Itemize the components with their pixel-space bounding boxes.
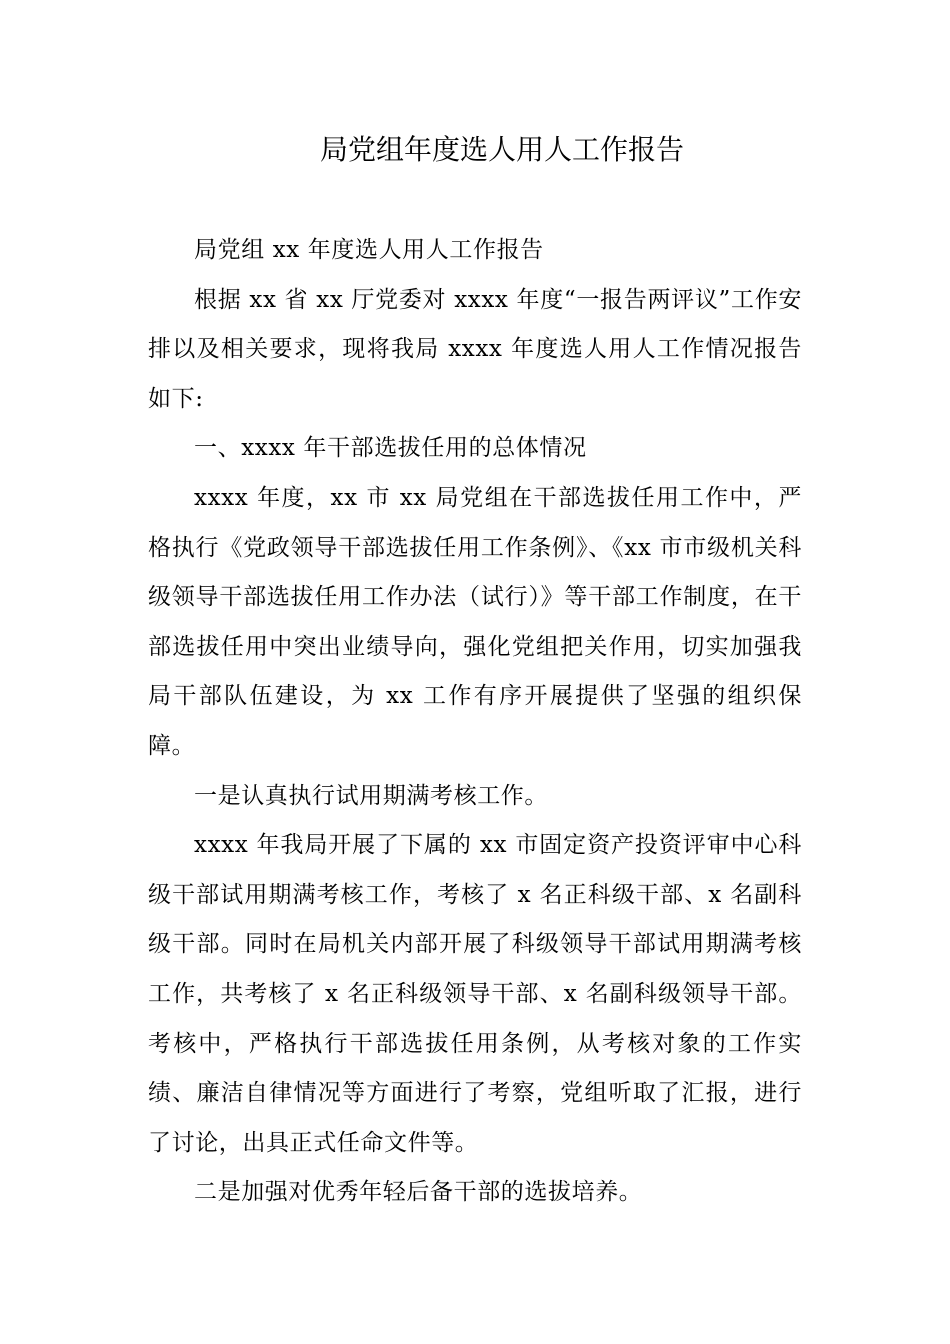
paragraph-intro: 根据 xx 省 xx 厅党委对 xxxx 年度“一报告两评议”工作安排以及相关要求，现将我局 xxxx 年度选人用人工作情况报告如下: [148,286,802,412]
point-heading-2: 二是加强对优秀年轻后备干部的选拔培养。 [194,1179,643,1206]
paragraph-subtitle: 局党组 xx 年度选人用人工作报告 [194,237,544,263]
document-title: 局党组年度选人用人工作报告 [319,133,684,166]
point-heading-1: 一是认真执行试用期满考核工作。 [194,782,548,809]
paragraph-overall: xxxx 年度，xx 市 xx 局党组在干部选拔任用工作中，严格执行《党政领导干部选拔任用工作条例》、《xx 市市级机关科级领导干部选拔任用工作办法（试行）》等干部工作制度，在干部选拔任用中突出业绩导向，强化党组把关作用，切实加强我局干部队伍建设，为 xx 工作有序开展提供了坚强的组织保障。 [148,484,802,759]
paragraph-point-1: xxxx 年我局开展了下属的 xx 市固定资产投资评审中心科级干部试用期满考核工作，考核了 x 名正科级干部、x 名副科级干部。同时在局机关内部开展了科级领导干部试用期满考核工作，共考核了 x 名正科级领导干部、x 名副科级领导干部。考核中，严格执行干部选拔任用条例，从考核对象的工作实绩、廉洁自律情况等方面进行了考察，党组听取了汇报，进行了讨论，出具正式任命文件等。 [148,832,802,1156]
document-body [148,226,802,1218]
section-heading-overall: 一、xxxx 年干部选拔任用的总体情况 [194,435,587,462]
